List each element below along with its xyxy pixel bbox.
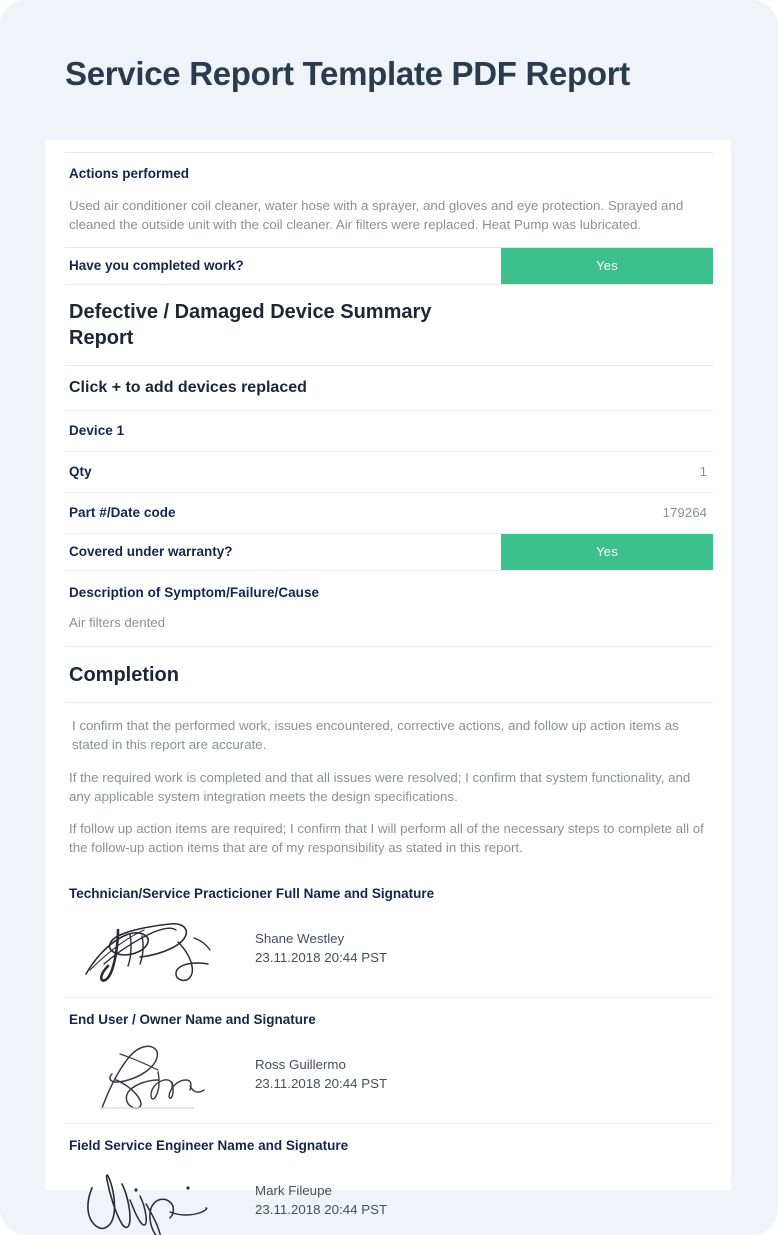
completion-paragraph-3: If follow up action items are required; I confirm that I will perform all of the necessary steps to complete all of the follow-up action items that are of my responsibility as stated in this report. [69, 821, 704, 856]
signature-row-end-user [65, 1033, 713, 1123]
warranty-row [65, 534, 713, 570]
signature-date-technician: 23.11.2018 20:44 PST [255, 950, 388, 966]
signature-meta-end-user [239, 1056, 387, 1094]
qty-label: Qty [69, 464, 92, 480]
signature-row-technician [65, 907, 713, 997]
qty-value: 1 [699, 464, 707, 480]
part-row [65, 493, 713, 533]
actions-performed-label: Actions performed [69, 166, 190, 181]
signature-name-technician: Shane Westley [255, 931, 345, 947]
part-label: Part #/Date code [69, 505, 176, 521]
completion-title: Completion [69, 663, 179, 686]
description-label-block [65, 571, 713, 608]
actions-performed-text-block [65, 193, 713, 247]
signature-meta-engineer [239, 1182, 387, 1220]
signature-row-engineer [65, 1159, 713, 1235]
completed-work-question: Have you completed work? [69, 258, 244, 274]
signature-date-engineer: 23.11.2018 20:44 PST [255, 1202, 388, 1218]
page-title: Service Report Template PDF Report [65, 55, 630, 92]
actions-performed-text: Used air conditioner coil cleaner, water hose with a sprayer, and gloves and eye protection. Sprayed and cleaned the outside unit with the coil cleaner. Air filters were replaced. Heat Pump was lubricated. [69, 198, 684, 232]
add-devices-label[interactable]: Click + to add devices replaced [69, 378, 307, 396]
divider-after-completion-title [65, 702, 713, 703]
signature-name-engineer: Mark Fileupe [255, 1183, 332, 1199]
signature-meta-technician [239, 930, 387, 968]
warranty-question: Covered under warranty? [69, 544, 233, 560]
signature-heading-engineer: Field Service Engineer Name and Signature [69, 1138, 349, 1154]
signature-block-engineer [65, 1124, 713, 1235]
qty-row [65, 452, 713, 492]
completed-work-row [65, 248, 713, 284]
description-value: Air filters dented [69, 614, 166, 630]
signature-block-end-user [65, 998, 713, 1123]
signature-block-technician [65, 872, 713, 997]
signature-date-end-user: 23.11.2018 20:44 PST [255, 1076, 388, 1092]
warranty-answer-chip[interactable]: Yes [501, 534, 713, 570]
handwritten-signature-icon [69, 911, 239, 987]
description-value-block [65, 608, 713, 646]
device-row [65, 411, 713, 451]
report-document-card [45, 140, 731, 1218]
device-label: Device 1 [69, 423, 125, 439]
completion-paragraph-2: If the required work is completed and that all issues were resolved; I confirm that system functionality, and any applicable system integration meets the design specifications. [69, 769, 691, 804]
report-document-body [65, 140, 713, 1235]
description-label: Description of Symptom/Failure/Cause [69, 584, 320, 600]
handwritten-signature-icon [69, 1037, 239, 1113]
handwritten-signature-icon [69, 1163, 239, 1235]
signature-heading-end-user: End User / Owner Name and Signature [69, 1012, 316, 1028]
signature-heading-technician: Technician/Service Practicioner Full Name and Signature [69, 886, 435, 902]
part-value: 179264 [662, 505, 707, 521]
completion-paragraph-1: I confirm that the performed work, issues encountered, corrective actions, and follow up action items as stated in this report are accurate. [72, 717, 679, 752]
completed-work-answer-chip[interactable]: Yes [501, 248, 713, 284]
signature-name-end-user: Ross Guillermo [255, 1057, 346, 1073]
device-summary-title: Defective / Damaged Device Summary Report [69, 300, 432, 350]
